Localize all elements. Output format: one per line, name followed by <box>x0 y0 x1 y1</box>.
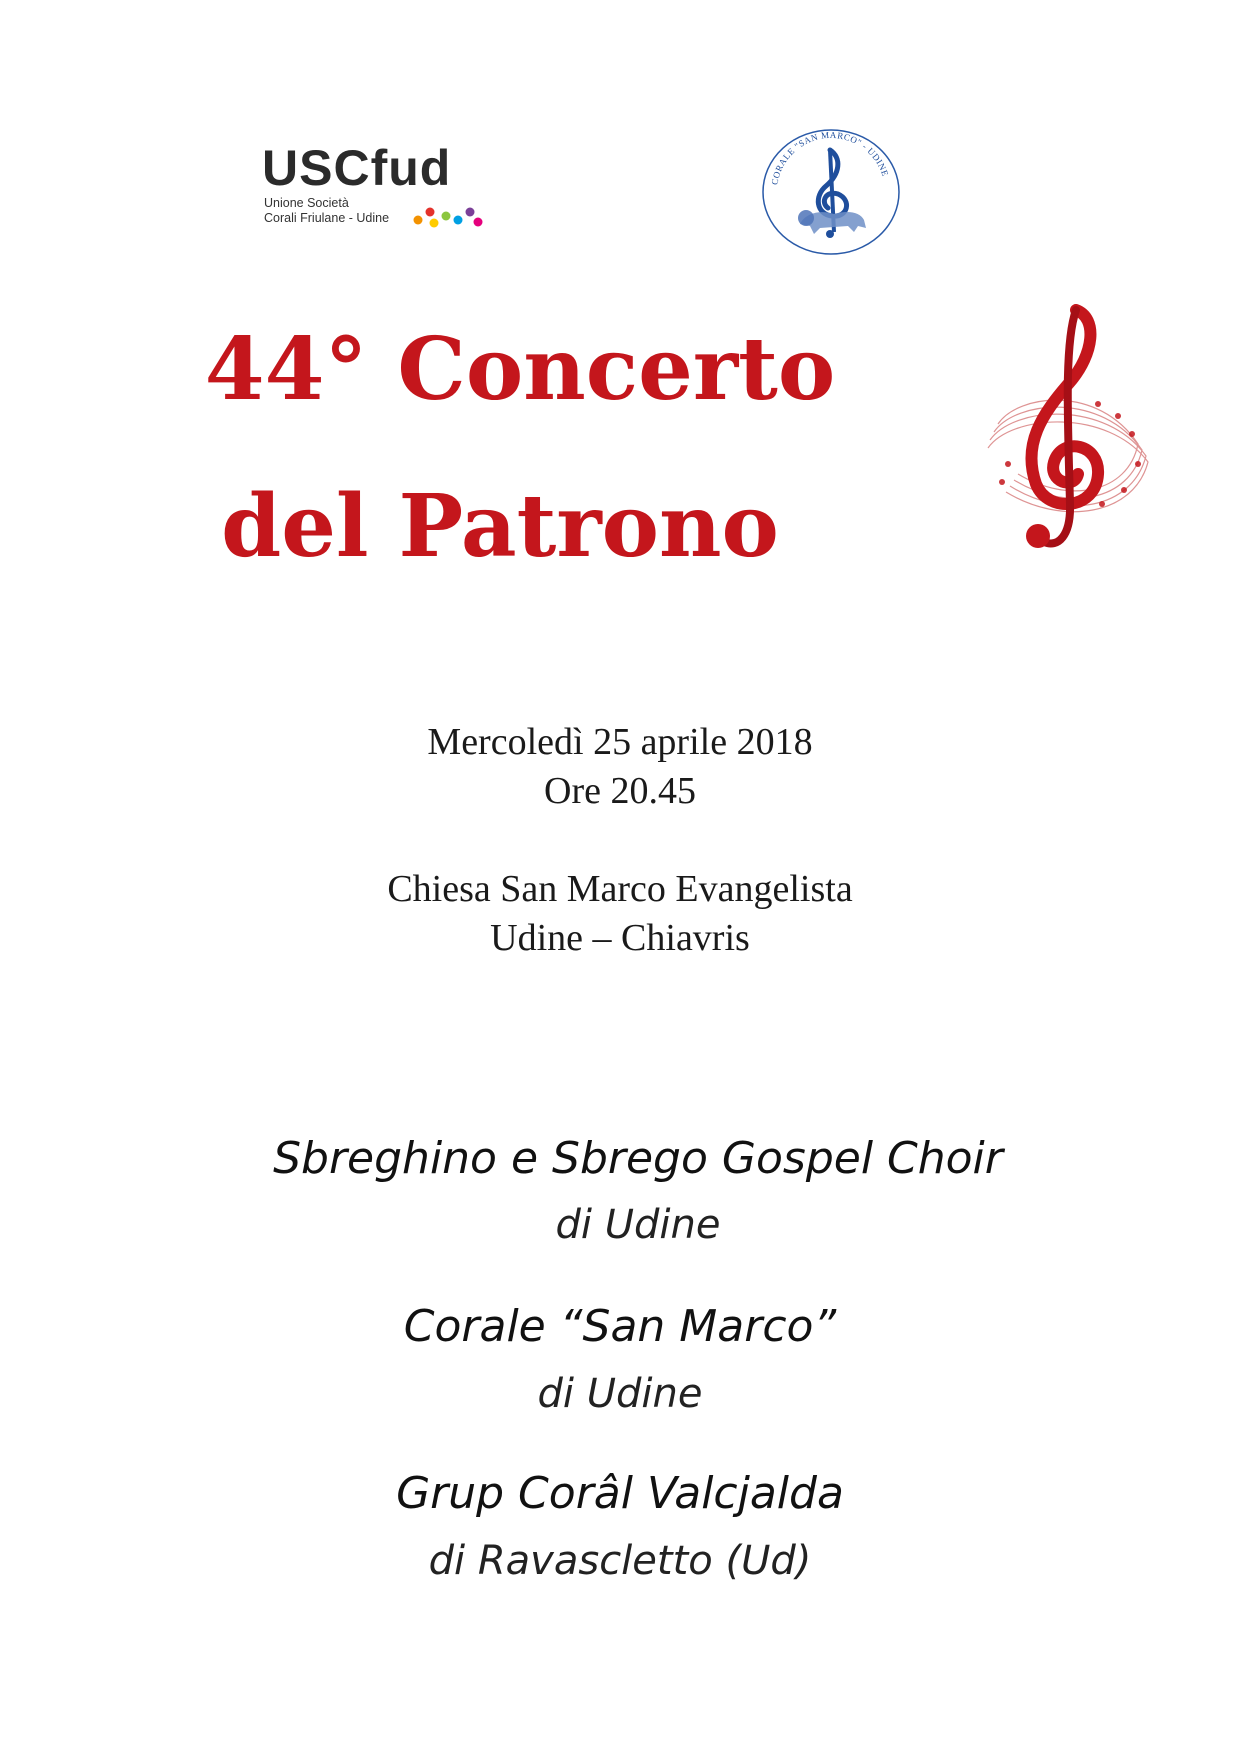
performer-origin: di Udine <box>537 1371 703 1417</box>
event-location: Udine – Chiavris <box>490 917 750 959</box>
uscfud-subtitle-line1: Unione Società <box>264 196 349 210</box>
performer-name: Grup Corâl Valcjalda <box>396 1468 844 1519</box>
event-time: Ore 20.45 <box>544 770 696 812</box>
event-venue: Chiesa San Marco Evangelista <box>387 868 853 910</box>
corale-san-marco-seal <box>760 128 902 256</box>
seal-emblem-icon <box>760 128 902 256</box>
uscfud-color-dots-icon <box>412 198 492 228</box>
treble-clef-icon <box>978 304 1150 568</box>
treble-clef-graphic <box>978 304 1150 568</box>
performer-name: Corale “San Marco” <box>403 1301 837 1352</box>
uscfud-wordmark: USCfud <box>262 140 452 196</box>
concert-title-line1: 44° Concerto <box>204 319 836 420</box>
performer-origin: di Ravascletto (Ud) <box>428 1538 812 1584</box>
seal-ring-text: CORALE "SAN MARCO" - UDINE <box>769 129 891 186</box>
uscfud-subtitle-line2: Corali Friulane - Udine <box>264 211 390 225</box>
uscfud-logo <box>262 142 492 232</box>
performer-name: Sbreghino e Sbrego Gospel Choir <box>273 1133 1003 1184</box>
performer-origin: di Udine <box>555 1202 721 1248</box>
concert-title-line2: del Patrono <box>221 476 779 577</box>
event-date: Mercoledì 25 aprile 2018 <box>427 721 813 763</box>
